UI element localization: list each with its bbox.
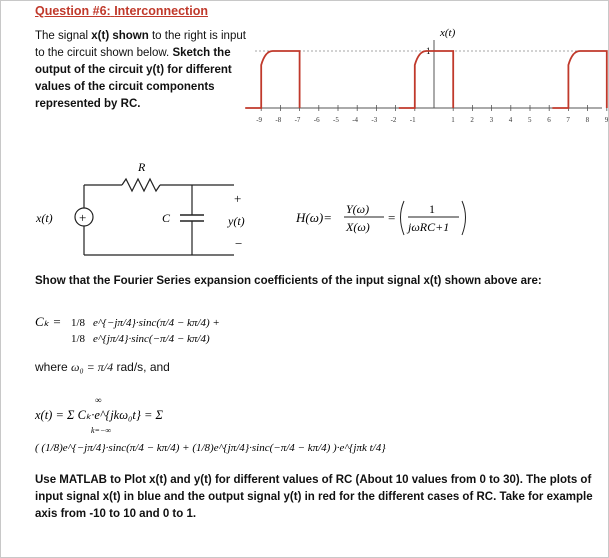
tf-numerator: Y(ω) xyxy=(346,202,370,216)
series-body: ( (1/8)e^{−jπ/4}·sinc(π/4 − kπ/4) + (1/8)e^{jπ/4}·sinc(−π/4 − kπ/4) )·e^{jπk t/4} xyxy=(35,442,386,454)
intro-part-1: The signal xyxy=(35,30,92,42)
x-tick-label: -1 xyxy=(409,116,416,124)
where-prefix: where xyxy=(35,360,68,374)
output-minus-sign: − xyxy=(235,236,243,251)
x-tick-label: 2 xyxy=(470,116,474,124)
tf-rhs-numerator: 1 xyxy=(429,202,435,216)
source-plus-sign: + xyxy=(79,210,87,225)
capacitor-label: C xyxy=(162,211,171,225)
question-number: Question #6: xyxy=(35,4,111,18)
intro-bold-2: Sketch the output of the circuit y(t) for different values of the circuit components represented by RC. xyxy=(35,47,232,110)
signal-pulses xyxy=(245,51,607,108)
signal-plot-ylabel: x(t) xyxy=(440,27,456,39)
series-lhs: x(t) = Σ Cₖ·e^{jkω₀t} = Σ xyxy=(35,408,163,422)
omega-definition: ω₀ = π/4 xyxy=(71,360,114,374)
series-limit-top: ∞ xyxy=(95,395,102,405)
series-limit-bottom: k=−∞ xyxy=(91,426,112,435)
x-tick-label: 3 xyxy=(489,116,494,124)
where-suffix: rad/s, and xyxy=(116,360,170,374)
matlab-instructions: Use MATLAB to Plot x(t) and y(t) for different values of RC (About 10 values from 0 to 30). The plots of input signal x(t) in blue and the output signal y(t) in red for the different cases of RC. Take for example axis from -10 to 10 and 0 to 1. xyxy=(35,474,593,520)
x-tick-label: 8 xyxy=(585,116,590,124)
x-tick-label: 6 xyxy=(547,116,551,124)
question-heading xyxy=(35,4,208,18)
x-tick-label: 9 xyxy=(604,116,609,124)
ck-half-2: 1/8 xyxy=(71,333,86,345)
x-tick-label: -3 xyxy=(371,116,378,124)
resistor-label: R xyxy=(138,160,146,174)
series-formula xyxy=(35,393,595,457)
signal-pulse xyxy=(399,51,453,108)
x-tick-label: -9 xyxy=(256,116,263,124)
tf-left-paren xyxy=(401,201,405,235)
tf-rhs-denominator: jωRC+1 xyxy=(408,220,450,234)
x-tick-label: 7 xyxy=(566,116,570,124)
x-tick-label: 1 xyxy=(451,116,455,124)
output-label: y(t) xyxy=(228,214,245,228)
signal-plot xyxy=(250,24,609,134)
where-line xyxy=(35,360,170,375)
ck-term-2: e^{jπ/4}·sinc(−π/4 − kπ/4) xyxy=(93,333,210,345)
transfer-function xyxy=(296,195,496,243)
intro-paragraph xyxy=(35,28,250,113)
ck-half-1: 1/8 xyxy=(71,317,86,329)
x-tick-label: -4 xyxy=(352,116,359,124)
rc-circuit xyxy=(30,155,300,265)
x-tick-label: -2 xyxy=(390,116,397,124)
input-label: x(t) xyxy=(36,211,53,225)
signal-pulse xyxy=(245,51,299,108)
x-tick-label: -6 xyxy=(313,116,320,124)
ck-term-1: e^{−jπ/4}·sinc(π/4 − kπ/4) + xyxy=(93,317,220,329)
ck-lhs: Cₖ = xyxy=(35,314,62,329)
show-statement: Show that the Fourier Series expansion coefficients of the input signal x(t) shown above are: xyxy=(35,275,542,287)
output-plus-sign: + xyxy=(234,191,242,206)
x-tick-label: -5 xyxy=(333,116,339,124)
signal-pulse xyxy=(552,51,606,108)
x-tick-label: 4 xyxy=(508,116,513,124)
x-tick-label: -8 xyxy=(275,116,282,124)
x-tick-label: 5 xyxy=(528,116,532,124)
intro-part-2: to the right is input to the circuit shown below. xyxy=(35,30,246,59)
tf-lhs: H(ω)= xyxy=(296,210,332,225)
ck-formula xyxy=(35,300,335,344)
tf-denominator: X(ω) xyxy=(346,220,370,234)
signal-plot-one-label: 1 xyxy=(426,46,431,56)
tf-equals: = xyxy=(388,210,396,225)
x-tick-label: -7 xyxy=(294,116,301,124)
question-title: Interconnection xyxy=(114,4,208,18)
intro-bold-1: x(t) shown xyxy=(91,30,149,42)
tf-right-paren xyxy=(462,201,466,235)
resistor-symbol xyxy=(122,179,160,191)
